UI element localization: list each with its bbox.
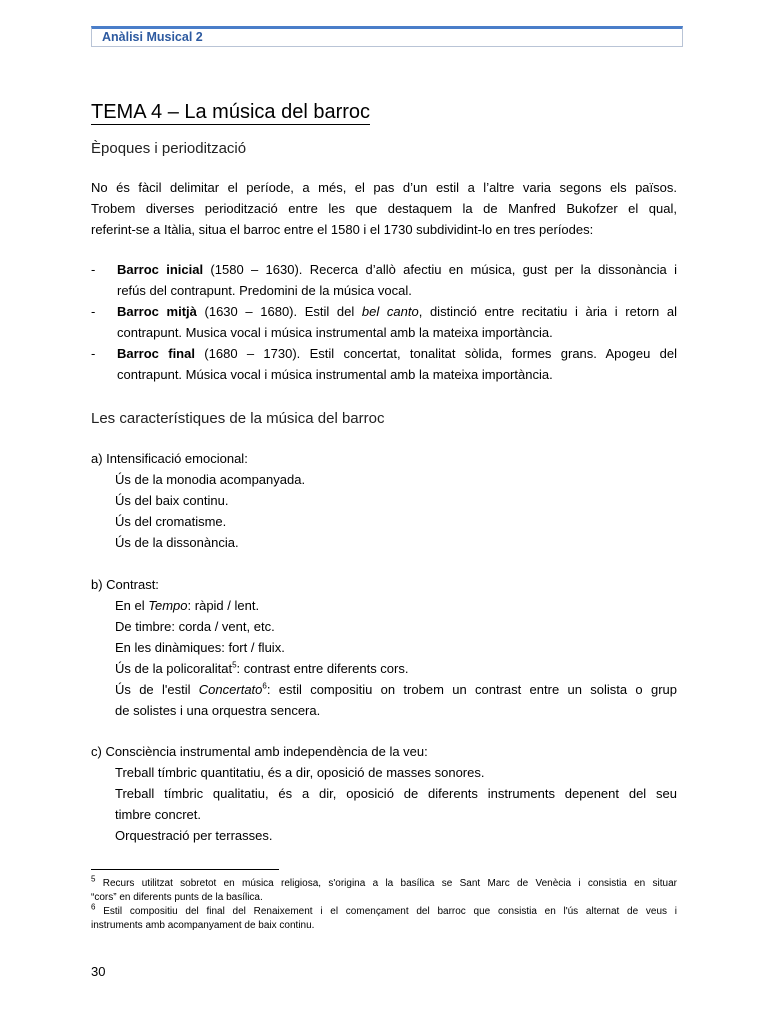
list-heading: b) Contrast: (91, 577, 159, 592)
list-item: Ús de la policoralitat$^5$: contrast entre diferents cors. (115, 660, 409, 676)
period-name: Barroc final (117, 346, 195, 361)
footnote-number: 6 (91, 902, 96, 912)
footnotes (91, 874, 677, 933)
list-item: Ús de la monodia acompanyada. (115, 472, 306, 487)
intro-paragraph (91, 177, 677, 240)
footnote-number: 5 (91, 874, 96, 884)
periods-list (91, 259, 677, 385)
list-heading: c) Consciència instrumental amb independència de la veu: (91, 744, 428, 759)
period-item: - Barroc inicial (1580 – 1630). Recerca d’allò afectiu en música, gust per la dissonància i refús del contrapunt. Predomini de la música vocal. (91, 259, 677, 301)
footnote-ref: 5 (232, 660, 237, 670)
bullet-dash: - (91, 304, 96, 319)
list-contrast (91, 574, 677, 721)
list-item: En les dinàmiques: fort / fluix. (115, 640, 285, 655)
footnote-separator (91, 869, 279, 870)
list-item: Ús de l'estil Concertato$^6$: estil compositiu on trobem un contrast entre un solista o grup de solistes i una orquestra sencera. (115, 681, 677, 718)
page-number: 30 (91, 964, 106, 979)
period-item: - Barroc final (1680 – 1730). Estil concertat, tonalitat sòlida, formes grans. Apogeu del contrapunt. Música vocal i música instrumental amb la mateixa importància. (91, 343, 677, 385)
list-item: Ús de la dissonància. (115, 535, 239, 550)
list-item: Orquestració per terrasses. (115, 828, 273, 843)
list-item: Ús del cromatisme. (115, 514, 227, 529)
list-item: Treball tímbric quantitatiu, és a dir, oposició de masses sonores. (115, 765, 485, 780)
footnote: $^6$ Estil compositiu del final del Renaixement i el començament del barroc que consistia en l'ús alternat de veus i instruments amb acompanyament de baix continu. (91, 902, 677, 931)
list-instrumental-awareness (91, 741, 677, 846)
period-name: Barroc inicial (117, 262, 204, 277)
list-emotional-intensification (91, 448, 677, 553)
intro-line: No és fàcil delimitar el període, a més, el pas d’un estil a l’altre varia segons els països. (91, 180, 677, 195)
footnote-ref: 6 (262, 681, 267, 691)
bullet-dash: - (91, 262, 96, 277)
section-heading-periods: Èpoques i periodització (91, 140, 247, 157)
section-heading-characteristics: Les característiques de la música del barroc (91, 410, 385, 427)
period-name: Barroc mitjà (117, 304, 197, 319)
footnote: $^5$ Recurs utilitzat sobretot en música religiosa, s'origina a la basílica se Sant Marc de Venècia i consistia en situar “cors” en diferents punts de la basílica. (91, 874, 677, 903)
list-heading: a) Intensificació emocional: (91, 451, 248, 466)
list-item: En el Tempo: ràpid / lent. (115, 598, 260, 613)
header-label: Anàlisi Musical 2 (102, 30, 203, 44)
list-item: Treball tímbric qualitatiu, és a dir, oposició de diferents instruments depenent del seu timbre concret. (115, 786, 677, 822)
page-title: TEMA 4 – La música del barroc (91, 101, 371, 123)
period-item: - Barroc mitjà (1630 – 1680). Estil del bel canto, distinció entre recitatiu i ària i retorn al contrapunt. Musica vocal i música instrumental amb la mateixa importància. (91, 301, 677, 343)
intro-line: referint-se a Itàlia, situa el barroc entre el 1580 i el 1730 subdividint-lo en tres períodes: (91, 222, 594, 237)
intro-line: Trobem diverses periodització entre les que destaquem la de Manfred Bukofzer el qual, (91, 201, 677, 216)
running-header (91, 26, 683, 47)
list-item: Ús del baix continu. (115, 493, 229, 508)
bullet-dash: - (91, 346, 96, 361)
list-item: De timbre: corda / vent, etc. (115, 619, 275, 634)
